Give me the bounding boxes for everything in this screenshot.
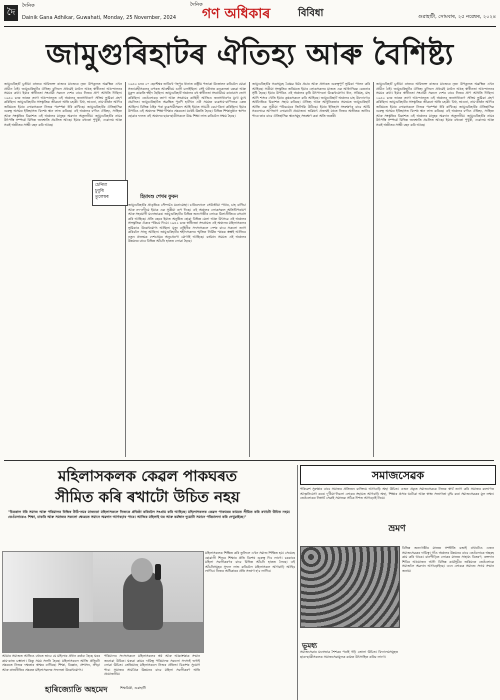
crowd-photo [300,546,400,628]
article1-column-2b [128,203,246,457]
logo-block [4,2,184,26]
column-divider [297,465,298,700]
article1-headline: জামুগুৰিহাটৰ ঐতিহ্য আৰু বৈশিষ্ট্য [46,37,454,71]
article1-column-3-text: জামুগুৰিহাটৰ সত্ৰসমূহে বৈষ্ণৱ ধৰ্মৰ প্ৰচাৰ আৰু প্ৰসাৰত গুৰুত্বপূৰ্ণ ভূমিকা পালন কৰি আহিছে। সত্ৰীয়া সংস্কৃতিৰ জৰিয়তে ইয়াৰ লোকসকলৰ মাজত এক আধ্যাত্মিক চেতনাৰ সৃষ্টি হৈছে। ইয়াৰ উপৰিও এই অঞ্চলৰ কৃষি উৎপাদনো উল্লেখযোগ্য। ধান, সৰিয়হ, মাহ আদি শস্যৰ খেতি ইয়াৰ কৃষকসকলে কৰি আহিছে। জামুগুৰিহাট অঞ্চলৰ চাহ উদ্যোগেও অৰ্থনৈতিক বিকাশত সহায় কৰিছে। ঐতিহ্য আৰু আধুনিকতাৰ সমন্বয়ত জামুগুৰিহাট আজি এক সুকীয়া পৰিচয়েৰে জিলিকি উঠিছে। ইয়াৰ ইতিহাস সংৰক্ষণৰ বাবে আমি সকলোৱে আগভাগ লোৱাটো প্ৰয়োজন। ভৱিষ্যৎ প্ৰজন্মই যাতে নিজৰ অতীতক জানিব পাৰে তাৰ বাবে ঐতিহাসিক স্থানসমূহ সংৰক্ষণ কৰা অতি জৰুৰী। [252,82,370,118]
article2-pull-quote: "চিৰকাল ধৰি সমাজ আৰু পৰিয়ালৰ বিভিন্ন উঠি-নমৰ মাজতো মহিলাসকলে নিজকে প্ৰতিষ্ঠা কৰিবলৈ সংগ্ৰাম কৰি আহিছে। মহিলাসকলক কেৱল পাকঘৰৰ কামতে সীমিত কৰি ৰখাটো উচিত নহয়। তেওঁলোকেও শিক্ষা, চাকৰি আৰু সমাজৰ সকলো ক্ষেত্ৰতে সমানে অৱদান আগবঢ়াব পাৰে। আজিৰ মহিলাই ঘৰ আৰু কৰ্মস্থান দুয়োটা সমানে পৰিচালনা কৰি দেখুৱাইছে।" [8,510,290,519]
article1-column-2b-text: জামুগুৰিহাটৰ প্ৰাকৃতিক সৌন্দৰ্যও মনোমোহা। চাৰিওফালে সেউজীয়া পথাৰ, চাহ বাগিচা আৰু নদ-নদীয়ে ইয়াক এক সুকীয়া ৰূপ দিছে। এই অঞ্চলৰ লোকসকল অতিথিপৰায়ণ আৰু সহযোগী মনোভাৱৰ। জামুগুৰিহাটৰ বিভিন্ন জনগোষ্ঠীৰ লোকে মিলাপ্ৰীতিৰে বসবাস কৰি আহিছে। প্ৰতি বছৰে ইয়াত অনুষ্ঠিত হোৱা বিভিন্ন মেলা আৰু উৎসৱে এই অঞ্চলৰ সাংস্কৃতিক ঐক্যৰ পৰিচয় দিয়ে। ১৯৪২ চনৰ স্বাধীনতা সংগ্ৰামত এই অঞ্চলৰ মহিলাসকলৰ ভূমিকাও উল্লেখযোগ্য আছিল। মৃত্যু বাহিনীৰ সদস্যসকলে দেশৰ বাবে সকলো ত্যাগ কৰিবলৈ সাজু আছিল। জামুগুৰিহাটৰ শ্বহীদসকলৰ স্মৃতিত নিৰ্মিত স্মাৰক স্তম্ভই আজিও নতুন প্ৰজন্মক দেশপ্ৰেমৰ অনুপ্ৰেৰণা যোগাই আহিছে। বৰ্তমান সময়ত এই অঞ্চলৰ উন্নয়নৰ বাবে বিভিন্ন আঁচনি হাতত লোৱা হৈছে। [128,203,246,243]
article2-headline-line-1: মহিলাসকলক কেৱল পাকঘৰত [57,467,238,485]
article3-bottom-text: সমাজসেৱাৰ মনোভাৱ শৈশৱৰ পৰাই গঢ়ি তোলা উচিত। বিদ্যালয়সমূহত ছাত্ৰ-ছাত্ৰীসকলক সমাজসেৱামূলক কামত উৎসাহিত কৰিব লাগে। [300,650,398,659]
article1-inset-line-1: চেনিমা [95,183,108,188]
paper-name: গণ অধিকাৰ [202,6,271,22]
article3-subhead: ভ্ৰমণ [388,524,406,534]
phone-icon [155,564,161,580]
article1-byline: হিমাংশু শেখৰ ফুকন [140,194,178,200]
article3-top-text: পৰিৱেশ সুৰক্ষাৰ বাবে সমাজৰ প্ৰতিজন ব্যক্তিয়ে আগবাঢ়ি অহা উচিত। এজন প্ৰকৃত সমাজসেৱকে নিজৰ স্বাৰ্থ ত্যাগ কৰি সমাজৰ কল্যাণত আত্মনিয়োগ কৰে। দুখীয়া-নিচলা লোকৰ সহায়ত আগবাঢ়ি অহা, শিক্ষাৰ প্ৰসাৰ ঘটোৱা আৰু স্বাস্থ্য সজাগতা বৃদ্ধি কৰা সমাজসেৱকৰ মূল লক্ষ্য। তেওঁলোকৰ নিস্বাৰ্থ সেৱাই সমাজক সঠিক দিশত আগবঢ়াই নিয়ে। [300,487,494,500]
article2-column-3 [205,551,295,699]
article2-column-3-text: মহিলাসকলক শিক্ষিত কৰি তুলিলে এখন সমাজ শিক্ষিত হয়। সেয়েহে ছোৱালী শিশুৰ শিক্ষাৰ প্ৰতি বিশেষ গুৰুত্ব দিব লাগে। চৰকাৰে মহিলা সবলীকৰণৰ বাবে বিভিন্ন আঁচনি হাতত লৈছে। এই আঁচনিসমূহৰ সুফল লাভ কৰিবলৈ মহিলাসকল আগবাঢ়ি আহিব লাগিব। নিজৰ অধিকাৰৰ প্ৰতি সজাগ হ'ব লাগিব। [205,551,295,573]
article1-column-2-text: ১৯৪২ চনৰ ২০ ছেপ্টেম্বৰ তাৰিখে গহপুৰ থানাত ৰাষ্ট্ৰীয় পতাকা উত্তোলন কৰিবলৈ যোৱা সত্যাগ্ৰহীসকলৰ ওপৰত আৰক্ষীয়ে গুলী চলাইছিল। সেই ঘটনাত কনকলতা বৰুৱা আৰু মুকুন্দ কাকতি শ্বহীদ হৈছিল। জামুগুৰিহাট অঞ্চলৰ বহু স্বাধীনতা সংগ্ৰামীয়ে কাৰাবাস ভোগ কৰিছিল। তেওঁলোকৰ ত্যাগ আৰু সংগ্ৰামৰ কাহিনী আজিও জনসাধাৰণৰ মুখে মুখে প্ৰচলিত। জামুগুৰিহাটত অৱস্থিত পুৰণি হাটখন এটা সময়ত ব্যৱসায়-বাণিজ্যৰ কেন্দ্ৰ আছিল। বিভিন্ন ঠাইৰ পৰা ব্যৱসায়ীসকল আহি ইয়াত সামগ্ৰী বেচা-কিনা কৰিছিল। ইয়াৰ উপৰিও এই অঞ্চলৰ শিক্ষা-দীক্ষাৰ ক্ষেত্ৰতো যথেষ্ট উন্নতি হৈছে। বিভিন্ন শিক্ষানুষ্ঠান স্থাপন হোৱাৰ ফলত এই অঞ্চলৰ ছাত্ৰ-ছাত্ৰীসকলে উচ্চ শিক্ষা লাভ কৰিবলৈ সক্ষম হৈছে। [128,82,246,118]
newspaper-logo-icon: দৈ [4,5,18,21]
article1-column-3 [252,82,370,457]
office-woman-photo [2,551,204,653]
logo-small-label: দৈনিক [22,3,35,9]
column-divider [249,82,250,457]
article3-title: সমাজসেৱক [371,469,425,482]
article2-column-2-text: পৰিয়ালৰ সদস্যসকলে মহিলাসকলৰ স্বপ্ন আৰু আকাংক্ষাক সন্মান জনোৱা উচিত। ঘৰুৱা কামৰ দায়িত্ব পৰিয়ালৰ সকলো সদস্যই ভগাই লোৱা উচিত। তেতিয়াহে মহিলাসকলে নিজৰ প্ৰতিভা বিকাশৰ সুযোগ পাব। সমাজৰ সামগ্ৰিক উন্নয়নৰ বাবে মহিলা সবলীকৰণ অতি প্ৰয়োজনীয়। [104,654,200,676]
article1-column-1-text: জামুগুৰিহাট চুতীয়া ৰাজ্যৰ অবিভক্ত ৰাজ্যৰ মাজেৰে নৃত্য উপকূলত অৱস্থিত এখন প্ৰাচীন ঠাই। জামুগুৰিহাটৰ ঐতিহ্য বুলিলে প্ৰথমেই মনলৈ আহে স্বাধীনতা আন্দোলনৰ সময়ৰ কথা। ইয়াৰ স্বাধীনতা সংগ্ৰামী সকলে দেশৰ বাবে নিজৰ প্ৰাণ আহুতি দিছিল। ১৯৪২ চনৰ ভাৰত ত্যাগ আন্দোলনত এই অঞ্চলৰ জনসাধাৰণে সক্ৰিয় ভূমিকা গ্ৰহণ কৰিছিল। জামুগুৰিহাটৰ সাংস্কৃতিক জীৱনো অতি চহকী। বিহু, ভাওনা, নাম-কীৰ্তন আদিৰ জৰিয়তে ইয়াৰ লোকসকলে নিজৰ পৰম্পৰা ধৰি ৰাখিছে। জামুগুৰিহাটৰ ঐতিহাসিক গুৰুত্ব অসমৰ ইতিহাসত বিশেষ স্থান লাভ কৰিছে। এই অঞ্চলৰ বৰ্ণাঢ্য ঐতিহ্য, সাহিত্য আৰু সংস্কৃতিৰ বিকাশত এই অঞ্চলৰ মানুহৰ অৱদান অতুলনীয়। জামুগুৰিহাটৰ নামৰ উৎপত্তি সম্পৰ্কে বিভিন্ন জনশ্ৰুতি প্ৰচলিত আছে। ইয়াৰ বহুতো পুখুৰী, দেৱালয় আৰু সত্ৰই অতীতৰ সাক্ষী বহন কৰি আছে। [4,82,122,127]
article1-column-4 [376,82,494,457]
masthead [4,2,496,27]
article1-column-4-text: জামুগুৰিহাট চুতীয়া ৰাজ্যৰ অবিভক্ত ৰাজ্যৰ মাজেৰে নৃত্য উপকূলত অৱস্থিত এখন প্ৰাচীন ঠাই। জামুগুৰিহাটৰ ঐতিহ্য বুলিলে প্ৰথমেই মনলৈ আহে স্বাধীনতা আন্দোলনৰ সময়ৰ কথা। ইয়াৰ স্বাধীনতা সংগ্ৰামী সকলে দেশৰ বাবে নিজৰ প্ৰাণ আহুতি দিছিল। ১৯৪২ চনৰ ভাৰত ত্যাগ আন্দোলনত এই অঞ্চলৰ জনসাধাৰণে সক্ৰিয় ভূমিকা গ্ৰহণ কৰিছিল। জামুগুৰিহাটৰ সাংস্কৃতিক জীৱনো অতি চহকী। বিহু, ভাওনা, নাম-কীৰ্তন আদিৰ জৰিয়তে ইয়াৰ লোকসকলে নিজৰ পৰম্পৰা ধৰি ৰাখিছে। জামুগুৰিহাটৰ ঐতিহাসিক গুৰুত্ব অসমৰ ইতিহাসত বিশেষ স্থান লাভ কৰিছে। এই অঞ্চলৰ বৰ্ণাঢ্য ঐতিহ্য, সাহিত্য আৰু সংস্কৃতিৰ বিকাশত এই অঞ্চলৰ মানুহৰ অৱদান অতুলনীয়। জামুগুৰিহাটৰ নামৰ উৎপত্তি সম্পৰ্কে বিভিন্ন জনশ্ৰুতি প্ৰচলিত আছে। ইয়াৰ বহুতো পুখুৰী, দেৱালয় আৰু সত্ৰই অতীতৰ সাক্ষী বহন কৰি আছে। [376,82,494,127]
article1-inset-line-2: চুবুৰি [95,189,104,194]
paper-prefix: দৈনিক [190,2,203,8]
article2-headline-line-2: সীমিত কৰি ৰখাটো উচিত নহয় [55,488,240,506]
column-divider [373,82,374,457]
article3-tag: ভূমধ্য [302,641,318,650]
article1-inset-box [92,180,128,206]
article2-headline [0,466,295,508]
column-divider [125,82,126,457]
article2-author: হাৰিজ্যোতি অহমেদ [45,684,108,694]
article1-inset-line-3: তুলেশ্বৰ [95,195,109,200]
computer-icon [33,598,79,628]
section-name: বিবিধা [298,8,324,19]
article2-author-note: শিক্ষয়িত্ৰী, গুৱাহাটী [120,686,146,690]
article1-column-2 [128,82,246,190]
article3-title-box [300,465,496,485]
page-date: গুৱাহাটী, সোমবাৰ, ২৫ নৱেম্বৰ, ২০২৪ [418,14,496,20]
article1-column-1 [4,82,122,457]
dateline-english: Dainik Gana Adhikar, Guwahati, Monday, 25 November, 2024 [22,15,177,21]
article2-column-1 [2,654,100,682]
article2-column-2 [104,654,200,682]
section-rule [4,460,494,461]
article2-column-1-text: আমাৰ সমাজত আজিও বহুতে ভাবে যে মহিলাৰ প্ৰধান কৰ্তব্য হৈছে ঘৰৰ কাম-কাজ চম্ভালা। কিন্তু সময় সলনি হৈছে। মহিলাসকলে আজি প্ৰতিটো ক্ষেত্ৰতে নিজৰ দক্ষতাৰ স্বাক্ষৰ ৰাখিছে। শিক্ষা, বিজ্ঞান, প্ৰশাসন, ক্ৰীড়া আৰু ৰাজনীতিৰ ক্ষেত্ৰত মহিলাসকলৰ সফলতা উল্লেখযোগ্য। [2,654,100,672]
article3-right-text: বিভিন্ন জনগোষ্ঠীৰ মাজত সম্প্ৰীতি বজাই ৰখাটোও এজন সমাজসেৱকৰ দায়িত্ব। গাঁও অঞ্চলৰ উন্নয়নৰ বাবে তেওঁলোকে অহৰহ কাম কৰি থাকে। বানপীড়িত লোকৰ মাজত সাহায্য বিতৰণ, ৰক্তদান শিবিৰ আয়োজন আদি বিভিন্ন কাৰ্যসূচীৰ জৰিয়তে তেওঁলোকে সমাজলৈ অৱদান আগবঢ়াইছে। এনে লোকক সমাজে সদায় সন্মান জনায়। [402,546,494,573]
